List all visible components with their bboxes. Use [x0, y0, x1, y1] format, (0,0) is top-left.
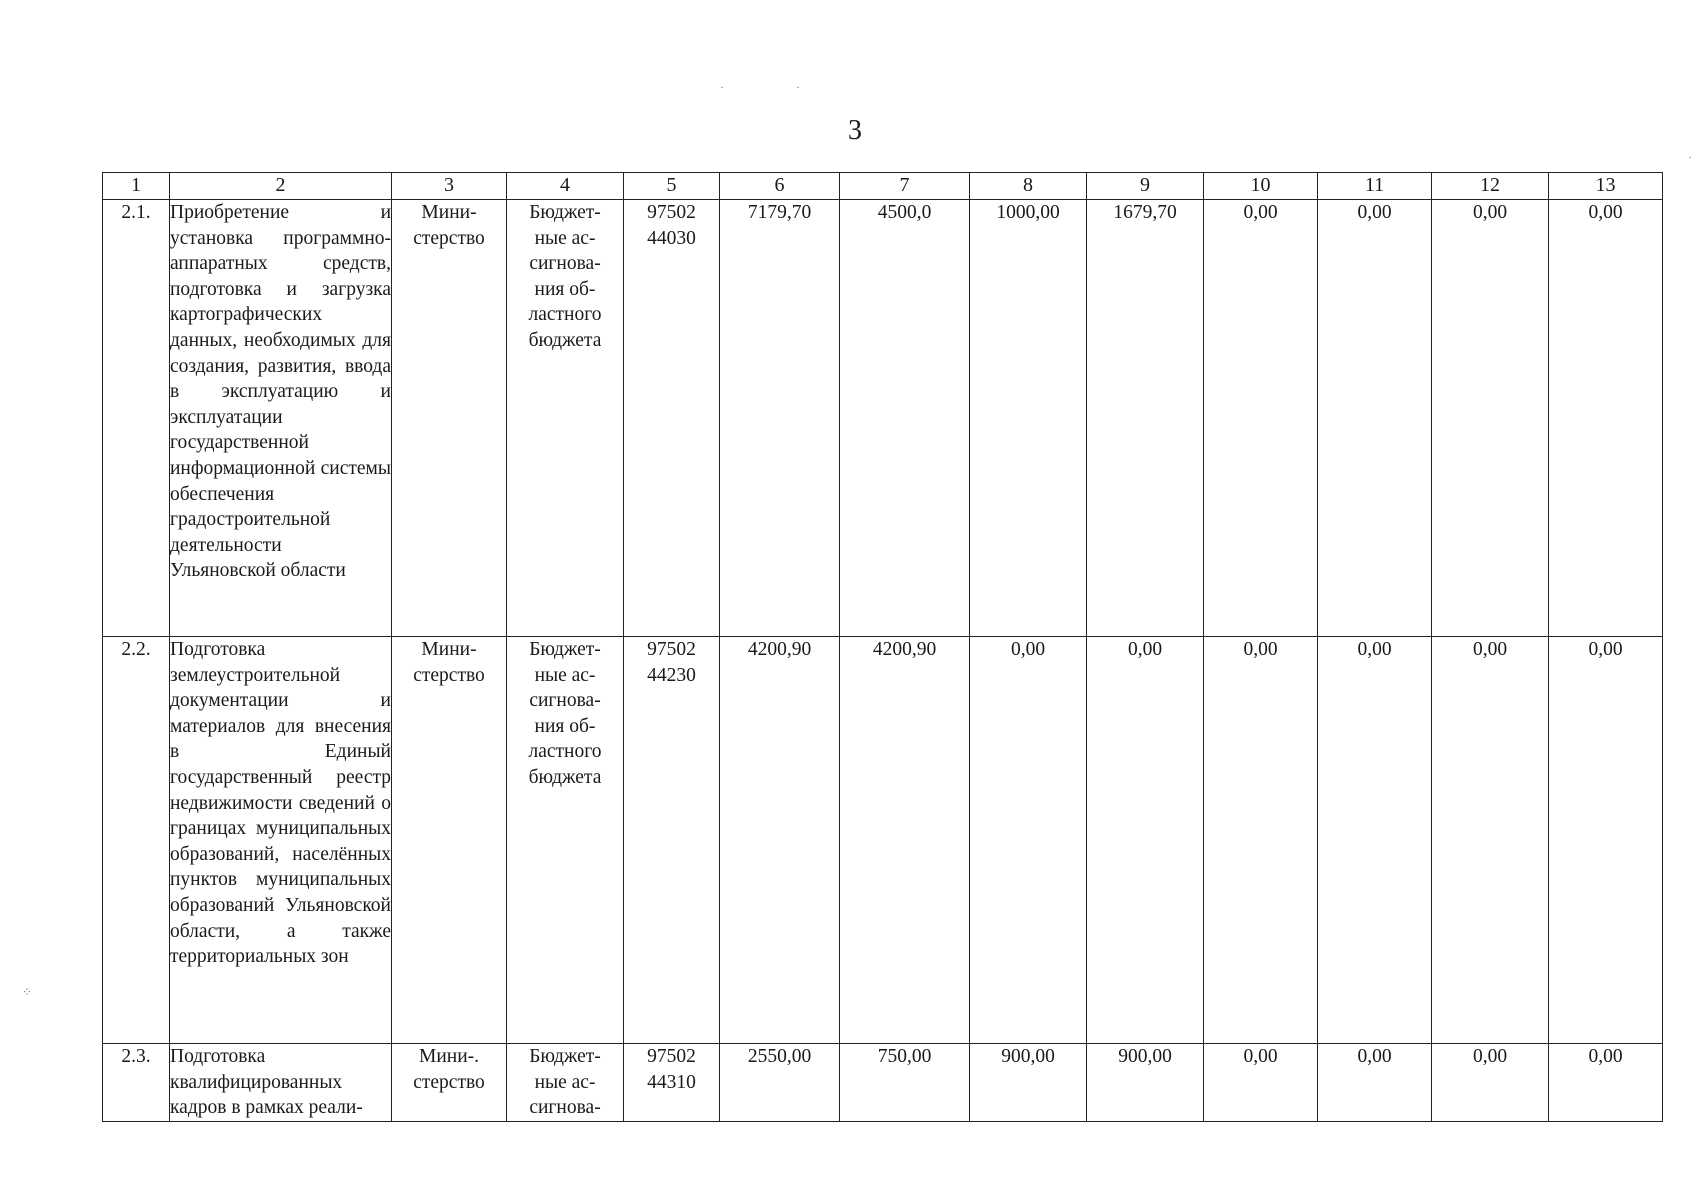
table-row	[103, 1044, 1663, 1122]
value-cell: 0,00	[1204, 1044, 1318, 1122]
value-cell: 1000,00	[970, 200, 1087, 637]
value-cell: 0,00	[1318, 1044, 1432, 1122]
value-cell: 0,00	[970, 637, 1087, 1044]
value-cell: 900,00	[1087, 1044, 1204, 1122]
scan-artifact: · ·	[720, 80, 800, 94]
scan-artifact: ·	[1688, 150, 1692, 164]
budget-table	[102, 172, 1663, 1122]
source-line: ния об-	[534, 715, 596, 737]
row-number: 2.2.	[103, 637, 170, 1044]
executor-cell	[392, 200, 507, 637]
value-cell: 0,00	[1432, 637, 1549, 1044]
column-header: 2	[170, 173, 392, 200]
source-line: сигнова-	[529, 1097, 601, 1119]
measure-description: Подготовка квалифицированных кадров в рамках реали-	[170, 1044, 392, 1122]
executor-line: стерство	[413, 664, 485, 686]
executor-line: Мини-.	[418, 1046, 479, 1067]
source-line: ные ас-	[534, 1071, 596, 1093]
column-header: 10	[1204, 173, 1318, 200]
column-header: 13	[1549, 173, 1663, 200]
page-number: 3	[848, 115, 862, 146]
value-cell: 900,00	[970, 1044, 1087, 1122]
column-header: 6	[720, 173, 840, 200]
code-line: 97502	[647, 202, 696, 223]
code-line: 44230	[647, 664, 696, 686]
column-header: 4	[507, 173, 624, 200]
source-line: сигнова-	[529, 690, 601, 712]
column-number-row	[103, 173, 1663, 200]
column-header: 8	[970, 173, 1087, 200]
source-line: ные ас-	[534, 664, 596, 686]
source-line: ластного	[528, 304, 602, 326]
row-number: 2.3.	[103, 1044, 170, 1122]
executor-line: стерство	[413, 227, 485, 249]
code-line: 44310	[647, 1071, 696, 1093]
measure-description: Подготовка землеустроительной документации и материалов для внесения в Единый государственный реестр недвижимости сведений о границах муниципальных образований, населённых пунктов муниципальных образований Ульяновской области, а также территориальных зон	[170, 637, 392, 1044]
measure-description: Приобретение и установка программно-аппаратных средств, подготовка и загрузка картографических данных, необходимых для создания, развития, ввода в эксплуатацию и эксплуатации государственной информационной системы обеспечения градостроительной деятельности Ульяновской области	[170, 200, 392, 637]
source-line: ластного	[528, 741, 602, 763]
value-cell: 4500,0	[840, 200, 970, 637]
source-line: бюджета	[528, 329, 602, 351]
value-cell: 4200,90	[720, 637, 840, 1044]
source-line: Бюджет-	[529, 639, 601, 660]
value-cell: 0,00	[1549, 200, 1663, 637]
table-row	[103, 200, 1663, 637]
budget-code-cell	[624, 1044, 720, 1122]
source-line: Бюджет-	[529, 1046, 601, 1067]
column-header: 1	[103, 173, 170, 200]
executor-cell	[392, 637, 507, 1044]
budget-code-cell	[624, 637, 720, 1044]
value-cell: 0,00	[1549, 637, 1663, 1044]
column-header: 11	[1318, 173, 1432, 200]
value-cell: 2550,00	[720, 1044, 840, 1122]
value-cell: 750,00	[840, 1044, 970, 1122]
value-cell: 0,00	[1318, 200, 1432, 637]
value-cell: 0,00	[1087, 637, 1204, 1044]
column-header: 9	[1087, 173, 1204, 200]
value-cell: 0,00	[1432, 1044, 1549, 1122]
value-cell: 0,00	[1432, 200, 1549, 637]
value-cell: 7179,70	[720, 200, 840, 637]
code-line: 97502	[647, 639, 696, 660]
column-header: 7	[840, 173, 970, 200]
table-row	[103, 637, 1663, 1044]
source-line: ния об-	[534, 278, 596, 300]
scan-artifact: ⁘	[22, 985, 33, 999]
value-cell: 1679,70	[1087, 200, 1204, 637]
executor-cell	[392, 1044, 507, 1122]
source-line: сигнова-	[529, 253, 601, 275]
executor-line: Мини-	[421, 202, 477, 223]
funding-source-cell	[507, 200, 624, 637]
source-line: Бюджет-	[529, 202, 601, 223]
row-number: 2.1.	[103, 200, 170, 637]
column-header: 12	[1432, 173, 1549, 200]
funding-source-cell	[507, 1044, 624, 1122]
value-cell: 0,00	[1318, 637, 1432, 1044]
budget-code-cell	[624, 200, 720, 637]
column-header: 3	[392, 173, 507, 200]
value-cell: 0,00	[1204, 200, 1318, 637]
value-cell: 0,00	[1549, 1044, 1663, 1122]
source-line: бюджета	[528, 766, 602, 788]
column-header: 5	[624, 173, 720, 200]
code-line: 44030	[647, 227, 696, 249]
code-line: 97502	[647, 1046, 696, 1067]
source-line: ные ас-	[534, 227, 596, 249]
executor-line: стерство	[413, 1071, 485, 1093]
funding-source-cell	[507, 637, 624, 1044]
value-cell: 4200,90	[840, 637, 970, 1044]
value-cell: 0,00	[1204, 637, 1318, 1044]
executor-line: Мини-	[421, 639, 477, 660]
